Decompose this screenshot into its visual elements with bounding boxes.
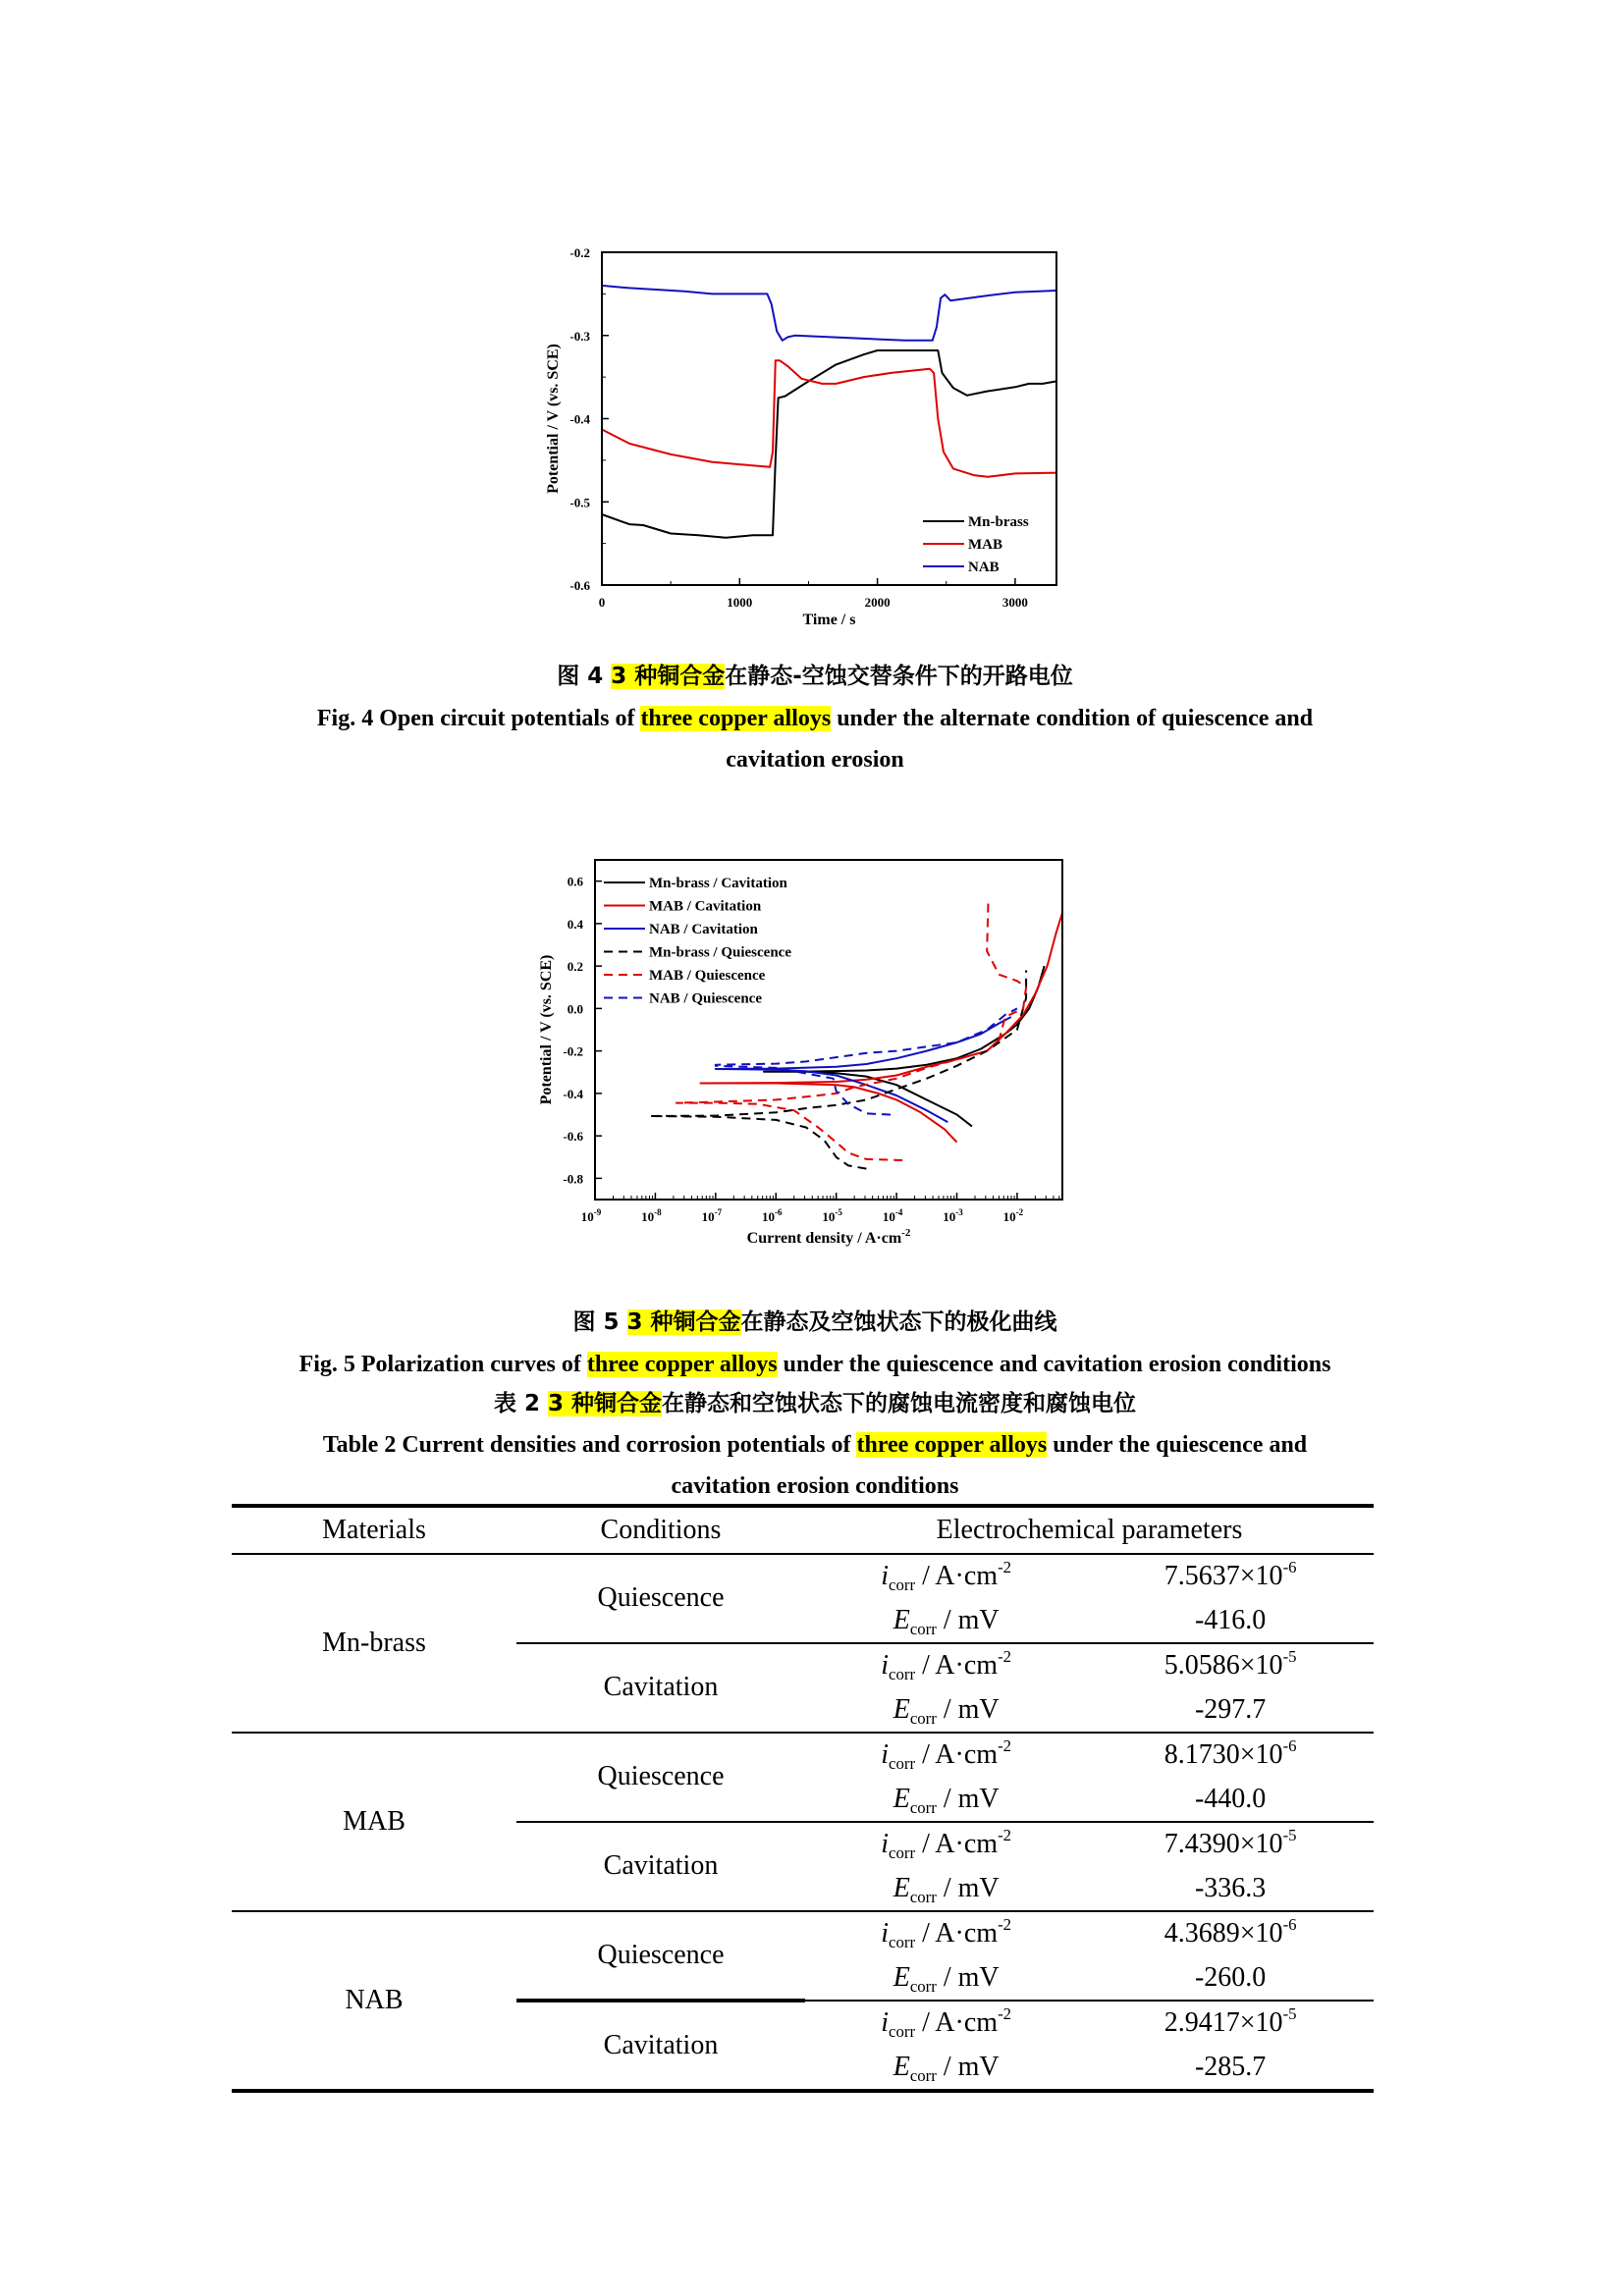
x-tick-label: $10^{-2}$ <box>1002 1207 1024 1224</box>
figure-5-caption-cn <box>275 1302 1355 1343</box>
caption-text: 在静态-空蚀交替条件下的开路电位 <box>725 664 1073 689</box>
x-axis-title: Time / s <box>802 612 856 628</box>
material-cell: Mn-brass <box>322 1627 426 1658</box>
x-tick-exponent: -2 <box>1015 1207 1024 1217</box>
series-line-mn-brass-cavitation <box>764 966 1045 1126</box>
x-tick-label: $10^{-5}$ <box>822 1207 842 1224</box>
y-tick-label: 0.2 <box>567 959 583 975</box>
x-tick-exponent: -4 <box>894 1207 903 1217</box>
text-part: -2 <box>998 1647 1012 1666</box>
header-conditions: Conditions <box>516 1506 805 1554</box>
x-tick-label: 1000 <box>727 595 753 610</box>
icorr-value <box>1087 1911 1374 1956</box>
highlight: 3 种铜合金 <box>611 664 726 689</box>
y-tick-label: -0.5 <box>569 495 590 510</box>
ecorr-label <box>805 1599 1087 1644</box>
text-part: / A·cm <box>915 1829 999 1859</box>
text-part: corr <box>889 1665 916 1683</box>
y-tick-label: -0.8 <box>563 1171 583 1187</box>
x-tick-exponent: -9 <box>593 1207 602 1217</box>
text-part: 7.5637×10 <box>1163 1561 1283 1591</box>
icorr-label <box>805 1554 1087 1599</box>
text-part: corr <box>909 1619 937 1638</box>
text-part: -2 <box>998 1558 1012 1576</box>
legend-label: MAB / Cavitation <box>649 898 762 915</box>
caption-text: 表 2 <box>493 1391 548 1416</box>
header-electrochemical-parameters: Electrochemical parameters <box>805 1506 1374 1554</box>
x-tick-label: 3000 <box>1001 595 1028 610</box>
text-part: corr <box>889 1843 916 1862</box>
icorr-value <box>1087 1822 1374 1867</box>
ecorr-value: -336.3 <box>1194 1872 1267 1903</box>
icorr-value <box>1087 1643 1374 1688</box>
condition-cell: Cavitation <box>516 1643 805 1733</box>
text-part: / A·cm <box>915 1739 999 1770</box>
legend-label: NAB / Cavitation <box>649 922 758 937</box>
text-part: / A·cm <box>915 1650 999 1681</box>
y-tick-label: 0.4 <box>567 916 583 932</box>
text-part: E <box>893 1783 910 1814</box>
text-part: corr <box>909 1708 937 1728</box>
icorr-label <box>805 1822 1087 1867</box>
caption-text: under the quiescence and cavitation erosion conditions <box>777 1352 1331 1377</box>
x-tick-label: $10^{-3}$ <box>943 1207 963 1224</box>
icorr-label <box>805 1733 1087 1778</box>
ecorr-label <box>805 1867 1087 1912</box>
text-part: / mV <box>936 1961 1000 1993</box>
text-part: -5 <box>1282 1826 1297 1844</box>
text-part: / mV <box>936 1604 1000 1635</box>
ecorr-value: -416.0 <box>1194 1604 1267 1635</box>
text-part: -5 <box>1282 2004 1297 2023</box>
text-part: / A·cm <box>915 1918 999 1949</box>
text-part: / mV <box>936 1783 1000 1814</box>
text-part: -5 <box>1282 1647 1297 1666</box>
text-part: 4.3689×10 <box>1163 1918 1283 1949</box>
text-part: / mV <box>936 2051 1000 2082</box>
caption-text: under the alternate condition of quiescence and cavitation erosion <box>726 706 1314 773</box>
text-part: -2 <box>998 1915 1012 1934</box>
text-part: corr <box>889 2022 916 2041</box>
x-tick-label: $10^{-6}$ <box>762 1207 783 1224</box>
text-part: / A·cm <box>915 1561 999 1591</box>
table-row <box>232 1733 1374 1778</box>
table-row <box>232 1911 1374 1956</box>
x-tick-label: $10^{-4}$ <box>882 1207 903 1224</box>
text-part: E <box>893 1604 910 1635</box>
x-tick-exponent: -3 <box>955 1207 963 1217</box>
x-tick-label: $10^{-8}$ <box>641 1207 662 1224</box>
y-tick-label: -0.2 <box>563 1043 583 1059</box>
figure-4-caption-en <box>275 698 1355 780</box>
legend-label: MAB <box>968 537 1002 553</box>
y-tick-label: 0.6 <box>567 874 583 889</box>
legend-label: MAB / Quiescence <box>649 968 766 984</box>
text-part: i <box>881 1650 890 1681</box>
table-header-row <box>232 1506 1374 1554</box>
x-tick-exponent: -7 <box>714 1207 723 1217</box>
text-part: corr <box>889 1575 916 1594</box>
x-tick-exponent: -5 <box>835 1207 842 1217</box>
legend-label: NAB / Quiescence <box>649 990 762 1007</box>
table-2-electrochemical-parameters <box>232 1504 1374 2093</box>
caption-text: 图 4 <box>557 664 612 689</box>
text-part: corr <box>909 2065 937 2085</box>
text-part: corr <box>909 1976 937 1996</box>
y-tick-label: -0.4 <box>569 411 590 427</box>
icorr-value <box>1087 1554 1374 1599</box>
condition-cell: Quiescence <box>597 1582 725 1614</box>
table-row <box>232 1554 1374 1599</box>
ecorr-value: -297.7 <box>1194 1693 1267 1725</box>
legend-label: NAB <box>968 560 1000 575</box>
y-tick-label: -0.6 <box>569 578 590 593</box>
caption-text: 在静态及空蚀状态下的极化曲线 <box>740 1309 1057 1335</box>
ecorr-value: -260.0 <box>1194 1961 1267 1993</box>
figure-5-caption-en <box>255 1344 1375 1385</box>
caption-text: Table 2 Current densities and corrosion potentials of <box>322 1432 857 1458</box>
text-part: i <box>881 2007 890 2038</box>
text-part: E <box>893 2051 910 2082</box>
ecorr-label <box>805 1778 1087 1823</box>
text-part: i <box>881 1918 890 1949</box>
text-part: -6 <box>1282 1736 1297 1755</box>
caption-text: 图 5 <box>572 1309 627 1335</box>
text-part: -6 <box>1282 1558 1297 1576</box>
icorr-value <box>1087 1733 1374 1778</box>
highlight: three copper alloys <box>856 1432 1048 1458</box>
condition-cell: Quiescence <box>516 1733 805 1822</box>
figure-4-caption-cn <box>275 656 1355 697</box>
highlight: 3 种铜合金 <box>626 1309 741 1335</box>
icorr-value <box>1087 2001 1374 2046</box>
ecorr-value: -285.7 <box>1087 2046 1374 2092</box>
material-cell: MAB <box>232 1733 516 1911</box>
series-line-nab-quiescence <box>716 1008 1017 1114</box>
condition-cell: Quiescence <box>516 1911 805 2001</box>
condition-cell: Cavitation <box>516 1822 805 1911</box>
text-part: i <box>881 1561 890 1591</box>
caption-text: 在静态和空蚀状态下的腐蚀电流密度和腐蚀电位 <box>662 1391 1137 1416</box>
y-tick-label: -0.6 <box>563 1129 583 1145</box>
header-materials: Materials <box>232 1506 516 1554</box>
text-part: 2.9417×10 <box>1163 2007 1283 2038</box>
text-part: corr <box>909 1797 937 1817</box>
x-tick-label: 2000 <box>864 595 891 610</box>
text-part: corr <box>889 1933 916 1951</box>
caption-text: Fig. 4 Open circuit potentials of <box>316 706 641 731</box>
legend-label: Mn-brass / Cavitation <box>649 876 787 891</box>
ecorr-label <box>805 1688 1087 1734</box>
x-tick-label: 0 <box>598 595 606 610</box>
text-part: E <box>893 1872 910 1903</box>
highlight: three copper alloys <box>640 706 832 731</box>
y-axis-title: Potential / V (vs. SCE) <box>545 344 562 494</box>
table-2-caption-cn <box>275 1383 1355 1424</box>
x-tick-label: $10^{-9}$ <box>580 1207 602 1224</box>
legend-label: Mn-brass / Quiescence <box>649 944 791 961</box>
caption-text: Fig. 5 Polarization curves of <box>298 1352 587 1377</box>
x-tick-label: $10^{-7}$ <box>701 1207 723 1224</box>
y-axis-title: Potential / V (vs. SCE) <box>538 954 555 1105</box>
text-part: i <box>881 1739 890 1770</box>
legend-label: Mn-brass <box>968 514 1029 530</box>
text-part: / A·cm <box>915 2007 999 2038</box>
ecorr-value: -440.0 <box>1194 1783 1267 1814</box>
text-part: / mV <box>936 1872 1000 1903</box>
highlight: three copper alloys <box>586 1352 778 1377</box>
text-part: 8.1730×10 <box>1163 1739 1283 1770</box>
text-part: 7.4390×10 <box>1163 1829 1283 1859</box>
text-part: corr <box>889 1754 916 1773</box>
text-part: -2 <box>998 2004 1012 2023</box>
highlight: 3 种铜合金 <box>548 1391 663 1416</box>
table-2-caption-en <box>275 1424 1355 1507</box>
x-axis-title-sup: -2 <box>901 1227 911 1239</box>
series-line-mab-quiescence <box>676 902 1026 1160</box>
text-part: corr <box>909 1887 937 1906</box>
text-part: / mV <box>936 1693 1000 1725</box>
x-tick-exponent: -6 <box>775 1207 783 1217</box>
icorr-label <box>805 2001 1087 2046</box>
series-line-nab-cavitation <box>716 1017 1011 1122</box>
caption-text: under the quiescence and cavitation erosion conditions <box>671 1432 1308 1499</box>
x-tick-exponent: -8 <box>654 1207 662 1217</box>
text-part: -6 <box>1282 1915 1297 1934</box>
y-tick-label: -0.3 <box>569 328 590 344</box>
text-part: E <box>893 1961 910 1993</box>
material-cell: NAB <box>232 1911 516 2091</box>
text-part: -2 <box>998 1736 1012 1755</box>
text-part: 5.0586×10 <box>1163 1650 1283 1681</box>
text-part: -2 <box>998 1826 1012 1844</box>
x-axis-title: Current density / $A\cdot cm^{-2}$ <box>746 1227 911 1247</box>
text-part: i <box>881 1829 890 1859</box>
y-tick-label: -0.2 <box>569 245 590 260</box>
text-part: E <box>893 1693 910 1725</box>
condition-cell: Cavitation <box>516 2001 805 2091</box>
y-tick-label: 0.0 <box>567 1001 583 1017</box>
icorr-label <box>805 1643 1087 1688</box>
ecorr-label <box>805 2046 1087 2092</box>
y-tick-label: -0.4 <box>563 1086 583 1101</box>
ecorr-label <box>805 1956 1087 2002</box>
icorr-label <box>805 1911 1087 1956</box>
